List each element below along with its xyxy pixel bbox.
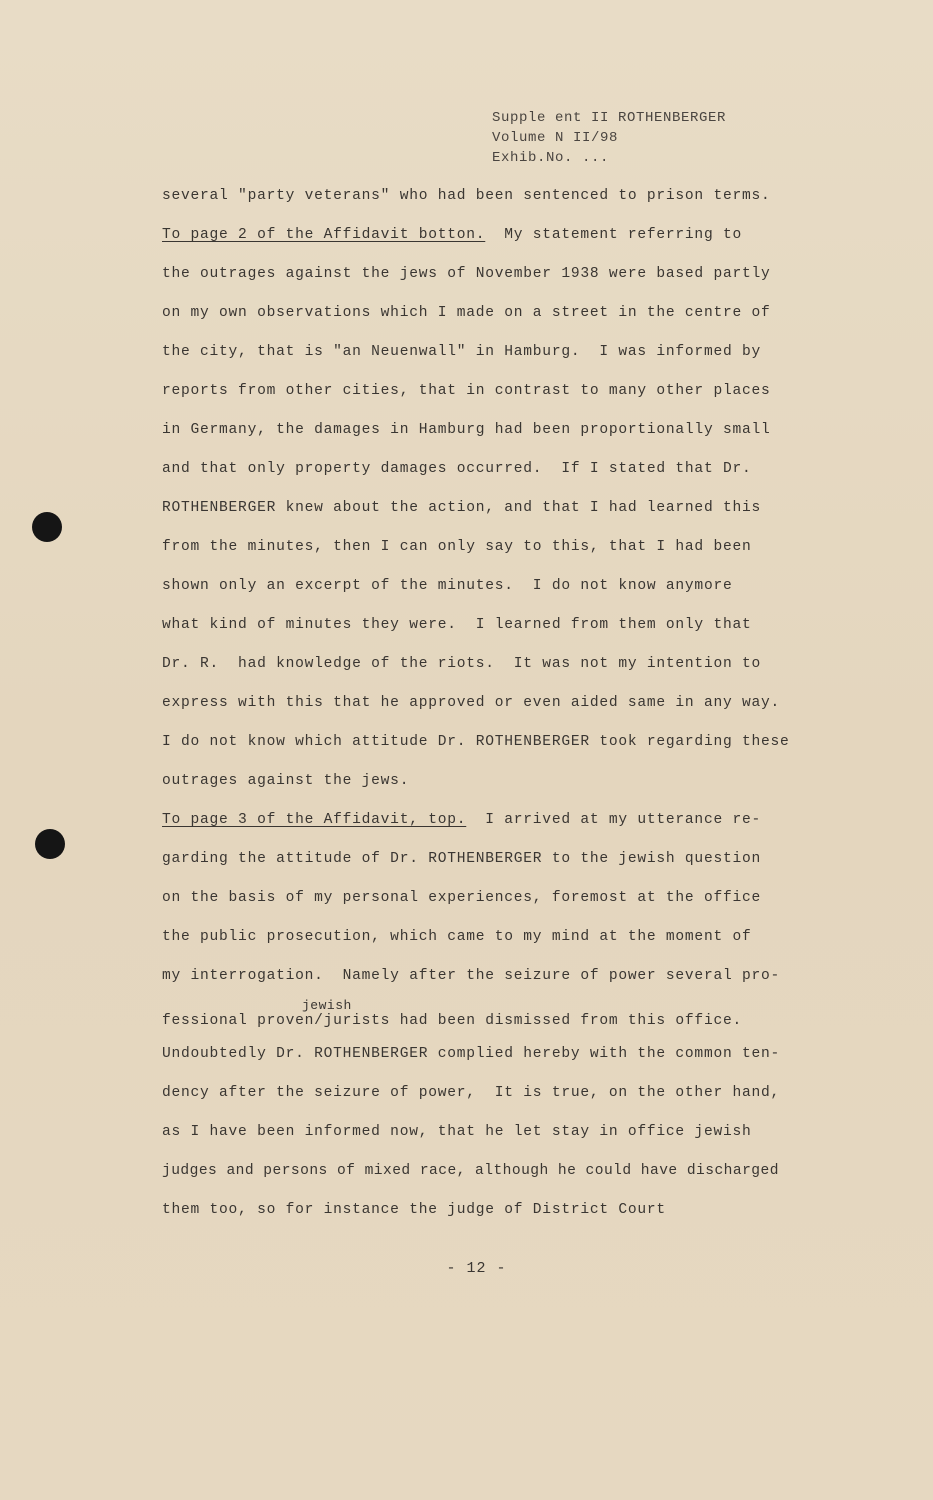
text-line: the city, that is "an Neuenwall" in Hamburg. I was informed by (162, 344, 761, 360)
text-line: Dr. R. had knowledge of the riots. It was not my intention to (162, 656, 761, 672)
text-line: my interrogation. Namely after the seizure of power several pro- (162, 968, 780, 984)
header-supplement: Supple ent II ROTHENBERGER (492, 110, 727, 126)
text-line: in Germany, the damages in Hamburg had been proportionally small (162, 422, 771, 438)
text-line: Undoubtedly Dr. ROTHENBERGER complied hereby with the common ten- (162, 1046, 780, 1062)
text-line: express with this that he approved or even aided same in any way. (162, 695, 780, 711)
text-line: from the minutes, then I can only say to this, that I had been (162, 539, 752, 555)
text-line: judges and persons of mixed race, although he could have discharged (162, 1163, 779, 1179)
punch-hole-upper (32, 512, 62, 542)
text-line: reports from other cities, that in contrast to many other places (162, 383, 771, 399)
header-volume: Volume N II/98 (492, 130, 619, 146)
text-line: outrages against the jews. (162, 773, 410, 789)
header-exhibit: Exhib.No. ... (492, 150, 610, 166)
text-fragment: My statement referring to (485, 227, 742, 243)
text-line: ROTHENBERGER knew about the action, and that I had learned this (162, 500, 761, 516)
typed-body (162, 184, 812, 1237)
text-line: as I have been informed now, that he let stay in office jewish (162, 1124, 752, 1140)
punch-hole-lower (35, 829, 65, 859)
text-line: the outrages against the jews of November 1938 were based partly (162, 266, 771, 282)
text-line (162, 223, 812, 262)
text-fragment: I arrived at my utterance re- (466, 812, 761, 828)
text-line: them too, so for instance the judge of District Court (162, 1202, 666, 1218)
text-line: on my own observations which I made on a street in the centre of (162, 305, 771, 321)
text-line: the public prosecution, which came to my mind at the moment of (162, 929, 752, 945)
text-line: shown only an excerpt of the minutes. I do not know anymore (162, 578, 733, 594)
text-line: garding the attitude of Dr. ROTHENBERGER to the jewish question (162, 851, 761, 867)
text-line (162, 998, 812, 1042)
section-heading-page-2: To page 2 of the Affidavit botton. (162, 227, 486, 243)
text-line: and that only property damages occurred. If I stated that Dr. (162, 461, 752, 477)
interlinear-insertion: jewish (302, 998, 352, 1013)
text-line (162, 808, 812, 847)
document-header (492, 108, 726, 168)
text-line: dency after the seizure of power, It is true, on the other hand, (162, 1085, 780, 1101)
text-fragment: fessional proven/jurists had been dismissed from this office. (162, 1013, 742, 1029)
text-line: what kind of minutes they were. I learned from them only that (162, 617, 752, 633)
page-number: - 12 - (446, 1260, 507, 1277)
text-line: on the basis of my personal experiences, foremost at the office (162, 890, 761, 906)
text-line: several "party veterans" who had been sentenced to prison terms. (162, 188, 771, 204)
text-line: I do not know which attitude Dr. ROTHENBERGER took regarding these (162, 734, 790, 750)
section-heading-page-3: To page 3 of the Affidavit, top. (162, 812, 467, 828)
